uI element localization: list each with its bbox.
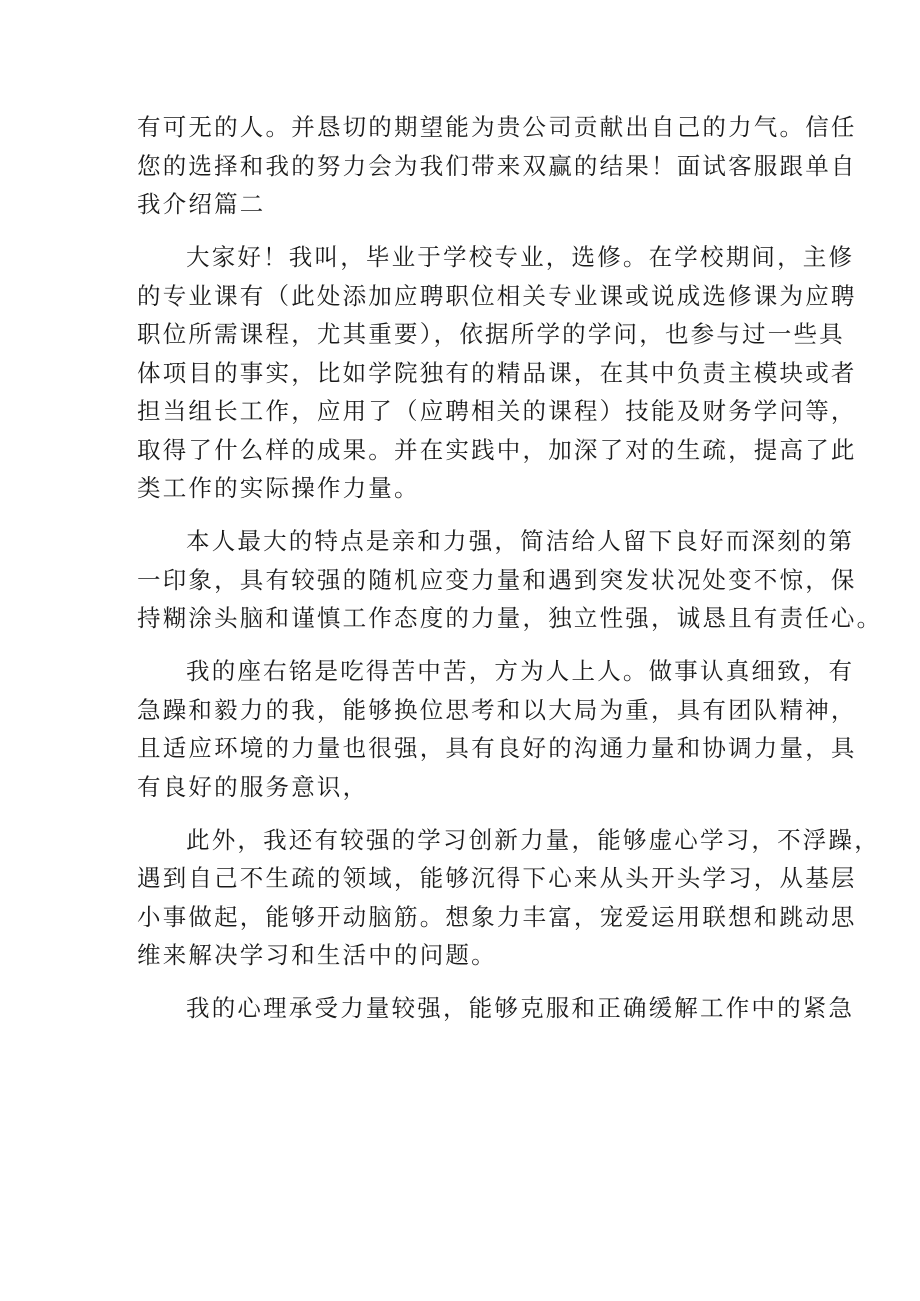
text-line: 我的座右铭是吃得苦中苦，方为人上人。做事认真细致，有 xyxy=(186,657,855,685)
text-line: 急躁和毅力的我，能够换位思考和以大局为重，具有团队精神， xyxy=(137,695,857,724)
text-line: 您的选择和我的努力会为我们带来双赢的结果！面试客服跟单自 xyxy=(137,151,857,180)
paragraph xyxy=(137,522,883,638)
text-line: 维来解决学习和生活中的问题。 xyxy=(137,941,497,969)
paragraph xyxy=(137,238,857,508)
text-line: 有良好的服务意识， xyxy=(137,772,369,801)
text-line: 取得了什么样的成果。并在实践中，加深了对的生疏，提高了此 xyxy=(137,435,857,464)
text-line: 且适应环境的力量也很强，具有良好的沟通力量和协调力量，具 xyxy=(137,734,857,762)
text-line: 大家好！我叫，毕业于学校专业，选修。在学校期间，主修 xyxy=(186,243,855,271)
text-line: 一印象，具有较强的随机应变力量和遇到突发状况处变不惊，保 xyxy=(137,565,857,594)
text-line: 小事做起，能够开动脑筋。想象力丰富，宠爱运用联想和跳动思 xyxy=(137,902,857,931)
text-line: 此外，我还有较强的学习创新力量，能够虚心学习，不浮躁， xyxy=(186,825,880,854)
text-line: 有可无的人。并恳切的期望能为贵公司贡献出自己的力气。信任 xyxy=(137,113,857,141)
paragraph xyxy=(137,989,855,1028)
text-line: 我介绍篇二 xyxy=(137,190,266,218)
text-line: 类工作的实际操作力量。 xyxy=(137,474,420,502)
text-line: 担当组长工作，应用了（应聘相关的课程）技能及财务学问等， xyxy=(137,397,857,425)
text-line: 体项目的事实，比如学院独有的精品课，在其中负责主模块或者 xyxy=(137,358,857,387)
document-body xyxy=(137,108,883,1028)
text-line: 的专业课有（此处添加应聘职位相关专业课或说成选修课为应聘 xyxy=(137,281,857,310)
paragraph xyxy=(137,108,857,224)
text-line: 我的心理承受力量较强，能够克服和正确缓解工作中的紧急 xyxy=(186,994,855,1022)
text-line: 职位所需课程，尤其重要），依据所学的学问，也参与过一些具 xyxy=(137,320,845,348)
text-line: 遇到自己不生疏的领域，能够沉得下心来从头开头学习，从基层 xyxy=(137,864,857,892)
text-line: 本人最大的特点是亲和力强，简洁给人留下良好而深刻的第 xyxy=(186,527,855,555)
paragraph xyxy=(137,652,857,806)
text-line: 持糊涂头脑和谨慎工作态度的力量，独立性强，诚恳且有责任心。 xyxy=(137,604,883,632)
paragraph xyxy=(137,821,880,975)
